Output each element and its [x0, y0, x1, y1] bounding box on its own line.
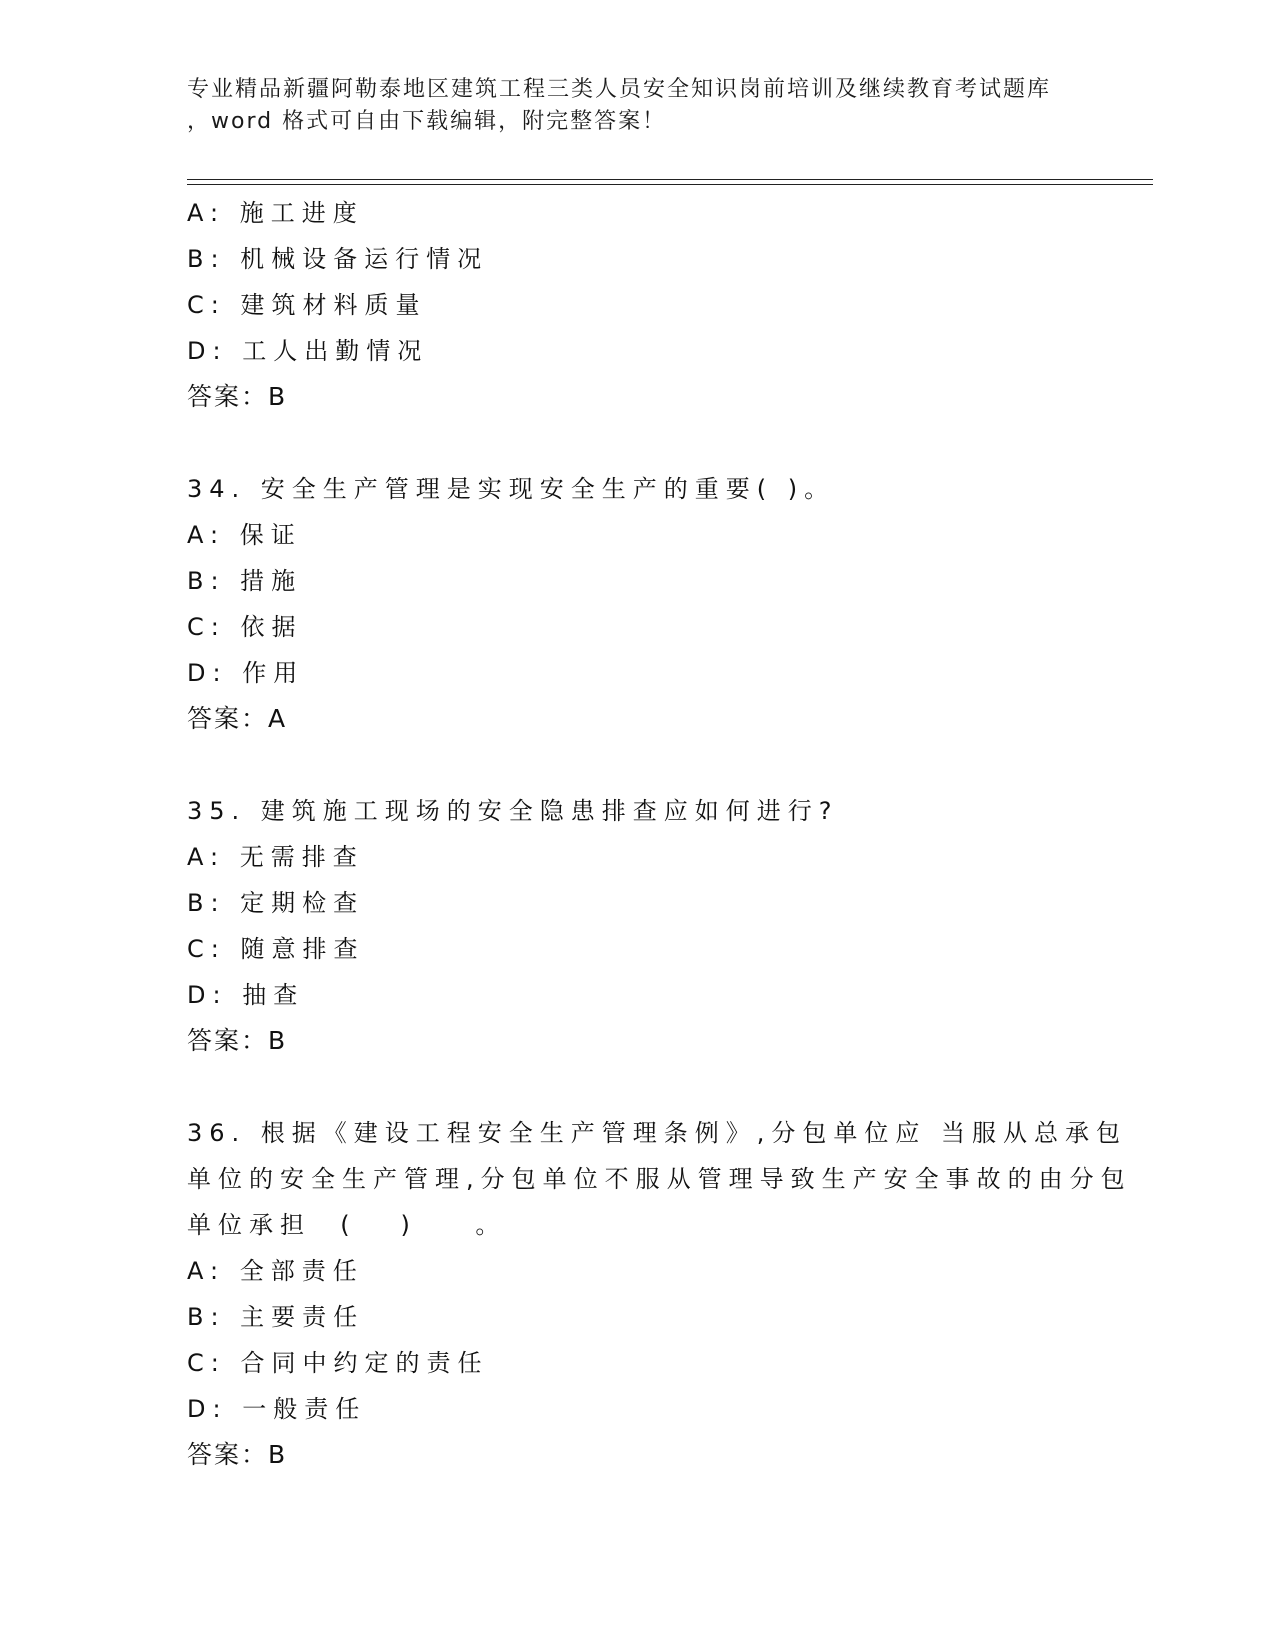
- document-header: [187, 74, 1087, 138]
- option-d: D: 作用: [187, 659, 305, 687]
- option-a: A: 保证: [187, 521, 302, 549]
- option-c: C: 依据: [187, 613, 303, 641]
- answer: 答案：A: [187, 704, 288, 733]
- question-35: [187, 788, 1087, 1064]
- option-c: C: 建筑材料质量: [187, 291, 427, 319]
- question-34: [187, 466, 1087, 742]
- answer: 答案：B: [187, 1440, 288, 1469]
- option-b: B: 定期检查: [187, 889, 365, 917]
- option-a: A: 施工进度: [187, 199, 364, 227]
- answer: 答案：B: [187, 1026, 288, 1055]
- option-a: A: 全部责任: [187, 1257, 364, 1285]
- header-divider-bottom: [187, 184, 1153, 185]
- question-text-line-3: 单位承担 ( ) 。: [187, 1211, 507, 1239]
- option-d: D: 工人出勤情况: [187, 337, 429, 365]
- option-d: D: 一般责任: [187, 1395, 367, 1423]
- question-text: 34. 安全生产管理是实现安全生产的重要( )。: [187, 475, 836, 503]
- option-a: A: 无需排查: [187, 843, 364, 871]
- question-text-line-2: 单位的安全生产管理,分包单位不服从管理导致生产安全事故的由分包: [187, 1165, 1132, 1193]
- question-text: [187, 1110, 1132, 1248]
- option-b: B: 主要责任: [187, 1303, 365, 1331]
- spacer: [187, 1064, 1087, 1110]
- option-c: C: 随意排查: [187, 935, 365, 963]
- spacer: [187, 742, 1087, 788]
- spacer: [187, 420, 1087, 466]
- option-c: C: 合同中约定的责任: [187, 1349, 489, 1377]
- option-b: B: 措施: [187, 567, 303, 595]
- header-title-line-1: 专业精品新疆阿勒泰地区建筑工程三类人员安全知识岗前培训及继续教育考试题库: [187, 77, 1052, 102]
- header-title-line-2: ，word 格式可自由下载编辑，附完整答案！: [187, 109, 667, 134]
- option-b: B: 机械设备运行情况: [187, 245, 489, 273]
- option-d: D: 抽查: [187, 981, 305, 1009]
- question-text: 35. 建筑施工现场的安全隐患排查应如何进行?: [187, 797, 839, 825]
- question-33: [187, 190, 1087, 420]
- question-list: [187, 190, 1132, 1478]
- question-text-line-1: 36. 根据《建设工程安全生产管理条例》,分包单位应 当服从总承包: [187, 1119, 1128, 1147]
- header-divider-top: [187, 179, 1153, 180]
- question-36: [187, 1110, 1132, 1478]
- answer: 答案：B: [187, 382, 288, 411]
